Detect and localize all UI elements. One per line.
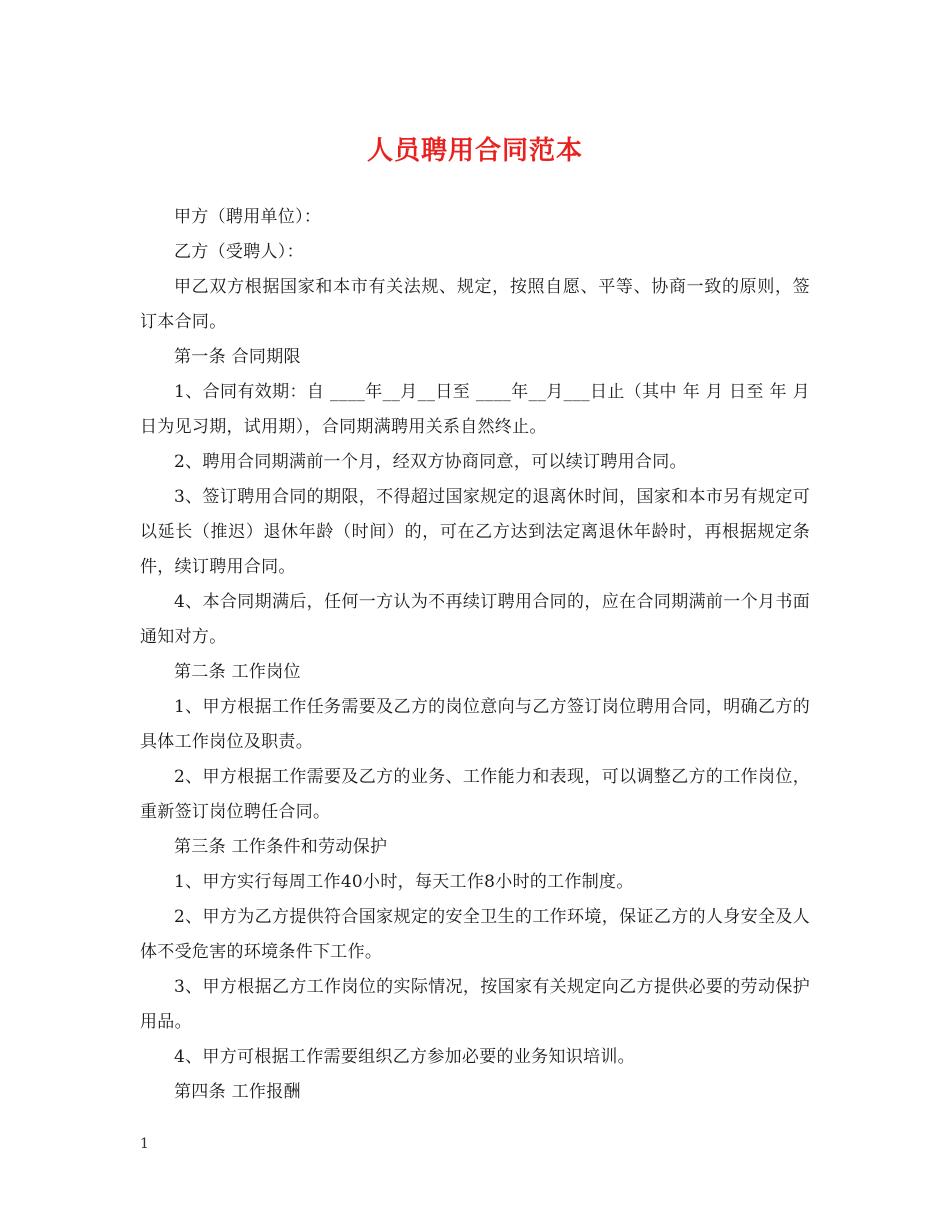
document-body [140,200,810,1110]
article-heading: 第三条 工作条件和劳动保护 [174,837,388,857]
party-b-line: 乙方（受聘人）： [174,242,304,262]
page-number: 1 [140,1136,149,1152]
article-heading: 第一条 合同期限 [174,347,301,367]
clause-paragraph: 1、甲方实行每周工作40小时，每天工作8小时的工作制度。 [174,872,634,892]
clause-paragraph: 1、合同有效期：自 ____年__月__日至 ____年__月___日止（其中 年 月 日至 年 月 日为见习期，试用期），合同期满聘用关系自然终止。 [140,382,810,437]
clause-paragraph: 4、甲方可根据工作需要组织乙方参加必要的业务知识培训。 [174,1047,635,1067]
clause-paragraph: 2、甲方为乙方提供符合国家规定的安全卫生的工作环境，保证乙方的人身安全及人体不受危害的环境条件下工作。 [140,907,810,962]
preamble-paragraph: 甲乙双方根据国家和本市有关法规、规定，按照自愿、平等、协商一致的原则，签订本合同。 [140,277,810,332]
document-title: 人员聘用合同范本 [366,136,583,166]
clause-paragraph: 4、本合同期满后，任何一方认为不再续订聘用合同的，应在合同期满前一个月书面通知对方。 [140,592,810,647]
party-a-line: 甲方（聘用单位）： [174,207,322,227]
clause-paragraph: 2、甲方根据工作需要及乙方的业务、工作能力和表现，可以调整乙方的工作岗位，重新签订岗位聘任合同。 [140,767,810,822]
article-heading: 第二条 工作岗位 [174,662,301,682]
clause-paragraph: 2、聘用合同期满前一个月，经双方协商同意，可以续订聘用合同。 [174,452,687,472]
clause-paragraph: 3、签订聘用合同的期限，不得超过国家规定的退离休时间，国家和本市另有规定可以延长（推迟）退休年龄（时间）的，可在乙方达到法定离退休年龄时，再根据规定条件，续订聘用合同。 [140,487,810,577]
clause-paragraph: 1、甲方根据工作任务需要及乙方的岗位意向与乙方签订岗位聘用合同，明确乙方的具体工作岗位及职责。 [140,697,810,752]
clause-paragraph: 3、甲方根据乙方工作岗位的实际情况，按国家有关规定向乙方提供必要的劳动保护用品。 [140,977,810,1032]
article-heading: 第四条 工作报酬 [174,1082,301,1102]
